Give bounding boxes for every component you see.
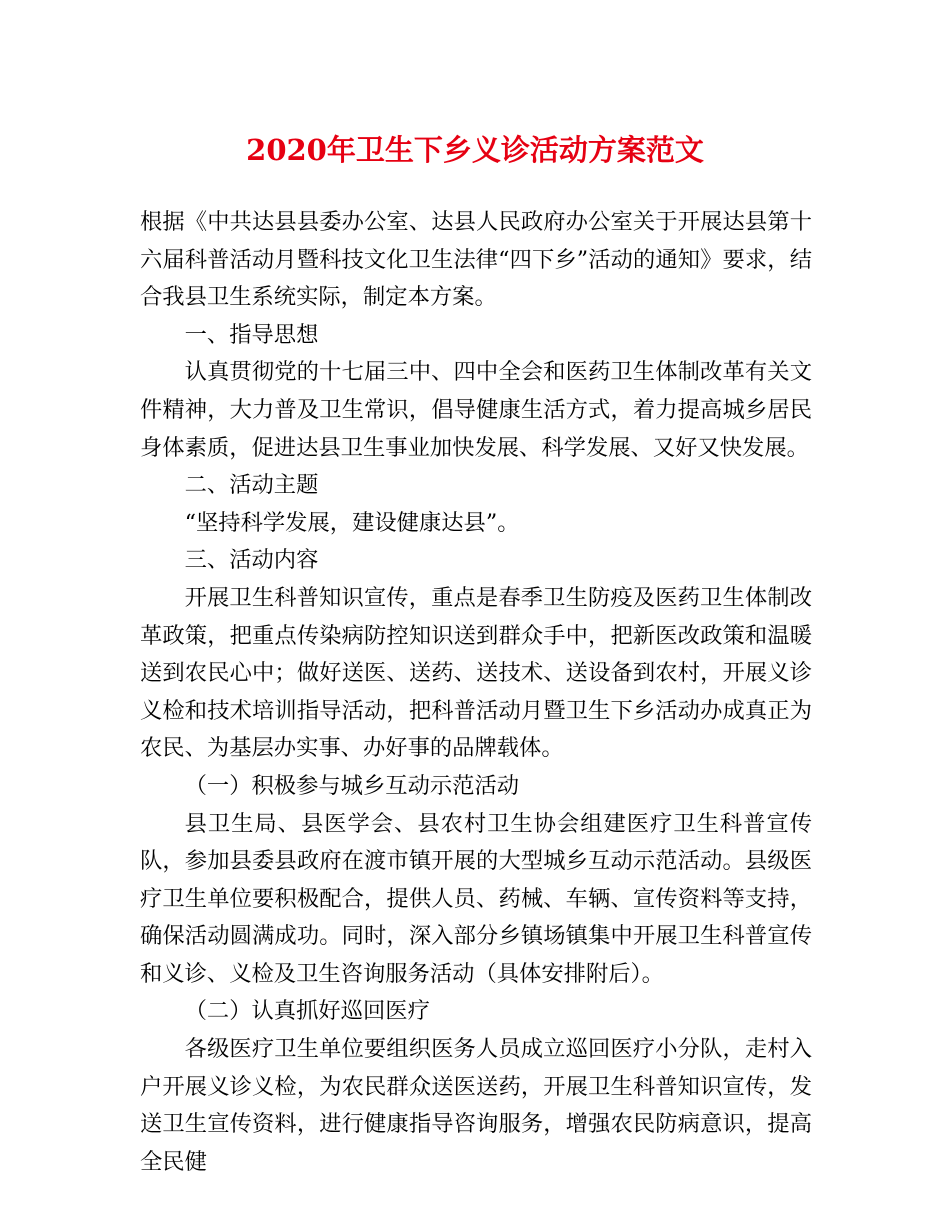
activity-content-paragraph: 开展卫生科普知识宣传，重点是春季卫生防疫及医药卫生体制改革政策，把重点传染病防控知识送到群众手中，把新医改政策和温暖送到农民心中；做好送医、送药、送技术、送设备到农村，开展义诊义检和技术培训指导活动，把科普活动月暨卫生下乡活动办成真正为农民、为基层办实事、办好事的品牌载体。 — [140, 584, 812, 762]
document-title: 2020年卫生下乡义诊活动方案范文 — [246, 133, 704, 167]
guiding-thought-paragraph: 认真贯彻党的十七届三中、四中全会和医药卫生体制改革有关文件精神，大力普及卫生常识，倡导健康生活方式，着力提高城乡居民身体素质，促进达县卫生事业加快发展、科学发展、又好又快发展。 — [140, 359, 812, 461]
urban-rural-paragraph: 县卫生局、县医学会、县农村卫生协会组建医疗卫生科普宣传队，参加县委县政府在渡市镇开展的大型城乡互动示范活动。县级医疗卫生单位要积极配合，提供人员、药械、车辆、宣传资料等支持，确保活动圆满成功。同时，深入部分乡镇场镇集中开展卫生科普宣传和义诊、义检及卫生咨询服务活动（具体安排附后）。 — [140, 810, 812, 987]
subsection-heading-urban-rural: （一）积极参与城乡互动示范活动 — [184, 772, 520, 799]
subsection-heading-mobile-medical: （二）认真抓好巡回医疗 — [184, 998, 430, 1025]
intro-paragraph: 根据《中共达县县委办公室、达县人民政府办公室关于开展达县第十六届科普活动月暨科技文化卫生法律“四下乡”活动的通知》要求，结合我县卫生系统实际，制定本方案。 — [140, 209, 812, 311]
section-heading-guiding-thought: 一、指导思想 — [184, 321, 319, 348]
mobile-medical-paragraph: 各级医疗卫生单位要组织医务人员成立巡回医疗小分队，走村入户开展义诊义检，为农民群众送医送药，开展卫生科普知识宣传，发送卫生宣传资料，进行健康指导咨询服务，增强农民防病意识，提高全民健 — [140, 1036, 812, 1175]
section-heading-activity-content: 三、活动内容 — [184, 547, 319, 574]
activity-theme-paragraph: “坚持科学发展，建设健康达县”。 — [184, 509, 520, 536]
section-heading-activity-theme: 二、活动主题 — [184, 472, 319, 499]
document-body — [140, 204, 812, 1181]
